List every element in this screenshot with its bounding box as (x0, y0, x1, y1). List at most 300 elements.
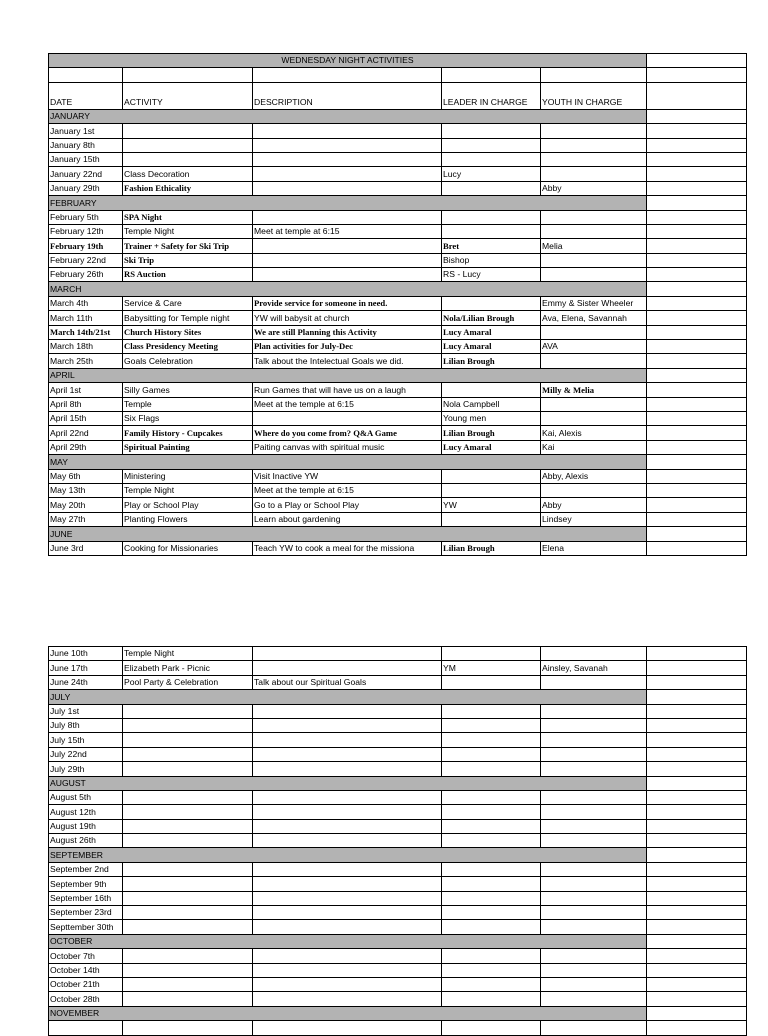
cell-description (253, 992, 442, 1006)
cell-activity: Ski Trip (123, 253, 253, 267)
cell-activity (123, 1021, 253, 1035)
cell-activity: Family History - Cupcakes (123, 426, 253, 440)
month-label: SEPTEMBER (49, 848, 647, 862)
cell-leader: Lucy (442, 167, 541, 181)
cell-description (253, 138, 442, 152)
cell-description: Paiting canvas with spiritual music (253, 440, 442, 454)
table-row (49, 483, 747, 497)
table-row (49, 805, 747, 819)
month-row (49, 109, 747, 123)
cell-date: April 15th (49, 411, 123, 425)
cell-leader (442, 383, 541, 397)
cell-leader: Nola Campbell (442, 397, 541, 411)
cell-activity (123, 963, 253, 977)
cell-date: April 8th (49, 397, 123, 411)
cell-youth (541, 790, 647, 804)
cell-leader (442, 675, 541, 689)
cell-youth: Abby (541, 181, 647, 195)
cell-youth (541, 977, 647, 991)
cell-date: May 27th (49, 512, 123, 526)
cell-date: January 29th (49, 181, 123, 195)
cell-activity (123, 977, 253, 991)
month-label: FEBRUARY (49, 196, 647, 210)
cell-date: October 28th (49, 992, 123, 1006)
cell-date (49, 1021, 123, 1035)
table-row (49, 210, 747, 224)
table-row (49, 762, 747, 776)
cell-leader (442, 963, 541, 977)
cell-youth (541, 834, 647, 848)
cell-youth: Ava, Elena, Savannah (541, 311, 647, 325)
table-row (49, 675, 747, 689)
table-body-1 (49, 54, 747, 556)
table-row (49, 325, 747, 339)
cell-youth (541, 354, 647, 368)
activities-table-page-2 (48, 646, 747, 1036)
month-label: JANUARY (49, 109, 647, 123)
table-body-2 (49, 647, 747, 1036)
month-row (49, 690, 747, 704)
cell-description (253, 647, 442, 661)
cell-date: May 13th (49, 483, 123, 497)
cell-description (253, 661, 442, 675)
cell-youth (541, 877, 647, 891)
cell-leader (442, 181, 541, 195)
cell-date: August 26th (49, 834, 123, 848)
cell-activity: RS Auction (123, 268, 253, 282)
cell-youth: Lindsey (541, 512, 647, 526)
cell-description (253, 891, 442, 905)
table-row (49, 268, 747, 282)
cell-youth (541, 805, 647, 819)
cell-leader: Lucy Amaral (442, 340, 541, 354)
cell-date: June 3rd (49, 541, 123, 555)
cell-activity (123, 704, 253, 718)
cell-leader (442, 762, 541, 776)
cell-activity (123, 819, 253, 833)
cell-date: March 25th (49, 354, 123, 368)
cell-date: September 23rd (49, 906, 123, 920)
cell-description (253, 977, 442, 991)
cell-leader: Young men (442, 411, 541, 425)
cell-leader: Lucy Amaral (442, 325, 541, 339)
cell-date: April 29th (49, 440, 123, 454)
header-description: DESCRIPTION (253, 82, 442, 109)
cell-youth (541, 210, 647, 224)
table-row (49, 733, 747, 747)
month-label: JULY (49, 690, 647, 704)
month-row (49, 848, 747, 862)
cell-date: July 29th (49, 762, 123, 776)
cell-youth (541, 992, 647, 1006)
cell-youth: Abby (541, 498, 647, 512)
blank-cell (647, 54, 747, 68)
cell-leader (442, 124, 541, 138)
cell-activity: Temple Night (123, 224, 253, 238)
month-row (49, 527, 747, 541)
cell-activity: SPA Night (123, 210, 253, 224)
cell-date: October 14th (49, 963, 123, 977)
cell-description (253, 790, 442, 804)
cell-youth (541, 963, 647, 977)
cell-date: March 14th/21st (49, 325, 123, 339)
spacer-row (49, 68, 747, 82)
cell-description (253, 411, 442, 425)
cell-youth (541, 167, 647, 181)
cell-date: Septtember 30th (49, 920, 123, 934)
cell-leader (442, 647, 541, 661)
cell-youth: AVA (541, 340, 647, 354)
cell-leader: YW (442, 498, 541, 512)
cell-leader (442, 469, 541, 483)
cell-date: February 12th (49, 224, 123, 238)
cell-leader (442, 718, 541, 732)
cell-leader (442, 949, 541, 963)
cell-description (253, 906, 442, 920)
table-row (49, 906, 747, 920)
cell-youth: Emmy & Sister Wheeler (541, 296, 647, 310)
cell-activity (123, 834, 253, 848)
table-row (49, 834, 747, 848)
cell-leader (442, 834, 541, 848)
table-row (49, 311, 747, 325)
cell-description (253, 704, 442, 718)
cell-leader (442, 992, 541, 1006)
table-row (49, 354, 747, 368)
cell-activity (123, 862, 253, 876)
cell-activity (123, 790, 253, 804)
cell-description: Plan activities for July-Dec (253, 340, 442, 354)
cell-description: Go to a Play or School Play (253, 498, 442, 512)
cell-activity (123, 992, 253, 1006)
cell-youth (541, 762, 647, 776)
cell-activity (123, 733, 253, 747)
cell-description: Meet at the temple at 6:15 (253, 397, 442, 411)
cell-leader (442, 920, 541, 934)
table-row (49, 498, 747, 512)
month-label: JUNE (49, 527, 647, 541)
cell-leader: Lilian Brough (442, 541, 541, 555)
cell-youth (541, 733, 647, 747)
cell-youth (541, 675, 647, 689)
cell-leader (442, 224, 541, 238)
cell-activity: Silly Games (123, 383, 253, 397)
cell-date: June 24th (49, 675, 123, 689)
cell-description: Where do you come from? Q&A Game (253, 426, 442, 440)
cell-youth: Melia (541, 239, 647, 253)
cell-date: August 12th (49, 805, 123, 819)
cell-activity: Service & Care (123, 296, 253, 310)
cell-leader (442, 891, 541, 905)
table-row (49, 152, 747, 166)
cell-youth (541, 483, 647, 497)
cell-youth (541, 138, 647, 152)
table-row (49, 877, 747, 891)
month-label: APRIL (49, 368, 647, 382)
table-row (49, 541, 747, 555)
cell-youth (541, 152, 647, 166)
cell-date: July 15th (49, 733, 123, 747)
cell-leader (442, 733, 541, 747)
cell-activity: Play or School Play (123, 498, 253, 512)
cell-youth (541, 704, 647, 718)
month-label: MARCH (49, 282, 647, 296)
cell-description (253, 167, 442, 181)
cell-description: Learn about gardening (253, 512, 442, 526)
cell-description (253, 239, 442, 253)
table-row (49, 296, 747, 310)
month-row (49, 368, 747, 382)
cell-description (253, 718, 442, 732)
cell-youth: Milly & Melia (541, 383, 647, 397)
cell-description (253, 877, 442, 891)
cell-date: January 15th (49, 152, 123, 166)
cell-date: June 10th (49, 647, 123, 661)
header-activity: ACTIVITY (123, 82, 253, 109)
month-row (49, 934, 747, 948)
cell-date: April 1st (49, 383, 123, 397)
cell-description: YW will babysit at church (253, 311, 442, 325)
cell-description (253, 181, 442, 195)
cell-activity: Six Flags (123, 411, 253, 425)
cell-description (253, 949, 442, 963)
cell-date: January 8th (49, 138, 123, 152)
cell-activity: Temple Night (123, 647, 253, 661)
table-row (49, 704, 747, 718)
cell-leader (442, 296, 541, 310)
title-row (49, 54, 747, 68)
cell-youth (541, 268, 647, 282)
cell-leader (442, 512, 541, 526)
cell-date: April 22nd (49, 426, 123, 440)
month-row (49, 196, 747, 210)
cell-description (253, 253, 442, 267)
cell-activity (123, 891, 253, 905)
header-leader: LEADER IN CHARGE (442, 82, 541, 109)
month-row (49, 282, 747, 296)
cell-leader (442, 152, 541, 166)
table-row (49, 963, 747, 977)
header-row (49, 82, 747, 109)
table-row (49, 167, 747, 181)
cell-youth (541, 411, 647, 425)
cell-date: August 19th (49, 819, 123, 833)
cell-activity: Elizabeth Park - Picnic (123, 661, 253, 675)
cell-leader (442, 704, 541, 718)
cell-youth (541, 224, 647, 238)
cell-leader: RS - Lucy (442, 268, 541, 282)
cell-activity: Planting Flowers (123, 512, 253, 526)
table-row (49, 862, 747, 876)
cell-date: May 20th (49, 498, 123, 512)
header-date: DATE (49, 82, 123, 109)
table-row (49, 747, 747, 761)
cell-leader: Nola/Lilian Brough (442, 311, 541, 325)
cell-youth (541, 949, 647, 963)
table-row (49, 512, 747, 526)
month-row (49, 1006, 747, 1020)
table-row (49, 891, 747, 905)
cell-description: Meet at the temple at 6:15 (253, 483, 442, 497)
cell-youth: Elena (541, 541, 647, 555)
cell-leader: Bret (442, 239, 541, 253)
cell-date: July 22nd (49, 747, 123, 761)
cell-activity (123, 152, 253, 166)
cell-date: January 1st (49, 124, 123, 138)
table-row (49, 340, 747, 354)
cell-leader (442, 977, 541, 991)
table-row (49, 661, 747, 675)
cell-leader (442, 877, 541, 891)
cell-activity: Class Decoration (123, 167, 253, 181)
cell-activity: Church History Sites (123, 325, 253, 339)
table-row (49, 920, 747, 934)
cell-date: September 16th (49, 891, 123, 905)
cell-date: September 9th (49, 877, 123, 891)
cell-description: Visit Inactive YW (253, 469, 442, 483)
cell-description (253, 805, 442, 819)
cell-date: October 21th (49, 977, 123, 991)
cell-activity (123, 949, 253, 963)
cell-activity (123, 747, 253, 761)
cell-description (253, 124, 442, 138)
cell-leader: Lucy Amaral (442, 440, 541, 454)
cell-leader (442, 210, 541, 224)
cell-youth (541, 397, 647, 411)
table-row (49, 411, 747, 425)
table-row (49, 397, 747, 411)
cell-leader (442, 1021, 541, 1035)
cell-description: Teach YW to cook a meal for the missiona (253, 541, 442, 555)
cell-activity (123, 906, 253, 920)
month-row (49, 455, 747, 469)
cell-date: May 6th (49, 469, 123, 483)
cell-youth (541, 862, 647, 876)
cell-leader (442, 805, 541, 819)
cell-activity: Pool Party & Celebration (123, 675, 253, 689)
cell-description: Talk about our Spiritual Goals (253, 675, 442, 689)
table-row (49, 1021, 747, 1035)
table-row (49, 426, 747, 440)
cell-activity: Temple Night (123, 483, 253, 497)
cell-leader (442, 906, 541, 920)
cell-youth: Kai, Alexis (541, 426, 647, 440)
cell-description (253, 963, 442, 977)
cell-date: October 7th (49, 949, 123, 963)
cell-description (253, 210, 442, 224)
cell-description: We are still Planning this Activity (253, 325, 442, 339)
cell-youth (541, 124, 647, 138)
table-row (49, 383, 747, 397)
cell-date: August 5th (49, 790, 123, 804)
cell-activity (123, 877, 253, 891)
activities-table-page-1 (48, 53, 747, 556)
cell-date: February 26th (49, 268, 123, 282)
cell-date: February 22nd (49, 253, 123, 267)
cell-leader: Bishop (442, 253, 541, 267)
cell-leader (442, 138, 541, 152)
cell-youth (541, 906, 647, 920)
table-row (49, 977, 747, 991)
cell-leader (442, 747, 541, 761)
cell-activity: Fashion Ethicality (123, 181, 253, 195)
cell-leader: Lilian Brough (442, 354, 541, 368)
cell-date: July 1st (49, 704, 123, 718)
table-row (49, 992, 747, 1006)
sheet-title: WEDNESDAY NIGHT ACTIVITIES (49, 54, 647, 68)
cell-activity (123, 920, 253, 934)
month-row (49, 776, 747, 790)
cell-activity: Goals Celebration (123, 354, 253, 368)
cell-activity: Cooking for Missionaries (123, 541, 253, 555)
table-row (49, 647, 747, 661)
cell-date: July 8th (49, 718, 123, 732)
table-row (49, 181, 747, 195)
cell-activity (123, 762, 253, 776)
cell-description (253, 920, 442, 934)
cell-youth (541, 819, 647, 833)
table-row (49, 790, 747, 804)
cell-description (253, 862, 442, 876)
cell-leader: Lilian Brough (442, 426, 541, 440)
cell-description (253, 762, 442, 776)
cell-date: February 19th (49, 239, 123, 253)
month-label: MAY (49, 455, 647, 469)
cell-activity (123, 718, 253, 732)
cell-description: Provide service for someone in need. (253, 296, 442, 310)
table-row (49, 253, 747, 267)
cell-youth (541, 891, 647, 905)
table-row (49, 469, 747, 483)
cell-description: Talk about the Intelectual Goals we did. (253, 354, 442, 368)
cell-activity: Temple (123, 397, 253, 411)
cell-date: March 11th (49, 311, 123, 325)
cell-youth (541, 747, 647, 761)
cell-youth (541, 325, 647, 339)
cell-description (253, 152, 442, 166)
cell-description (253, 268, 442, 282)
cell-youth: Kai (541, 440, 647, 454)
cell-description (253, 1021, 442, 1035)
cell-youth (541, 253, 647, 267)
table-row (49, 224, 747, 238)
cell-description (253, 834, 442, 848)
cell-description (253, 819, 442, 833)
cell-youth: Abby, Alexis (541, 469, 647, 483)
table-row (49, 239, 747, 253)
cell-activity: Trainer + Safety for Ski Trip (123, 239, 253, 253)
cell-leader: YM (442, 661, 541, 675)
cell-youth: Ainsley, Savanah (541, 661, 647, 675)
cell-description: Run Games that will have us on a laugh (253, 383, 442, 397)
cell-leader (442, 819, 541, 833)
table-row (49, 718, 747, 732)
cell-date: September 2nd (49, 862, 123, 876)
table-row (49, 819, 747, 833)
cell-date: January 22nd (49, 167, 123, 181)
cell-leader (442, 862, 541, 876)
table-row (49, 440, 747, 454)
table-row (49, 949, 747, 963)
cell-youth (541, 1021, 647, 1035)
header-youth: YOUTH IN CHARGE (541, 82, 647, 109)
cell-description: Meet at temple at 6:15 (253, 224, 442, 238)
cell-leader (442, 483, 541, 497)
cell-date: February 5th (49, 210, 123, 224)
table-row (49, 124, 747, 138)
cell-activity (123, 805, 253, 819)
cell-activity: Babysitting for Temple night (123, 311, 253, 325)
